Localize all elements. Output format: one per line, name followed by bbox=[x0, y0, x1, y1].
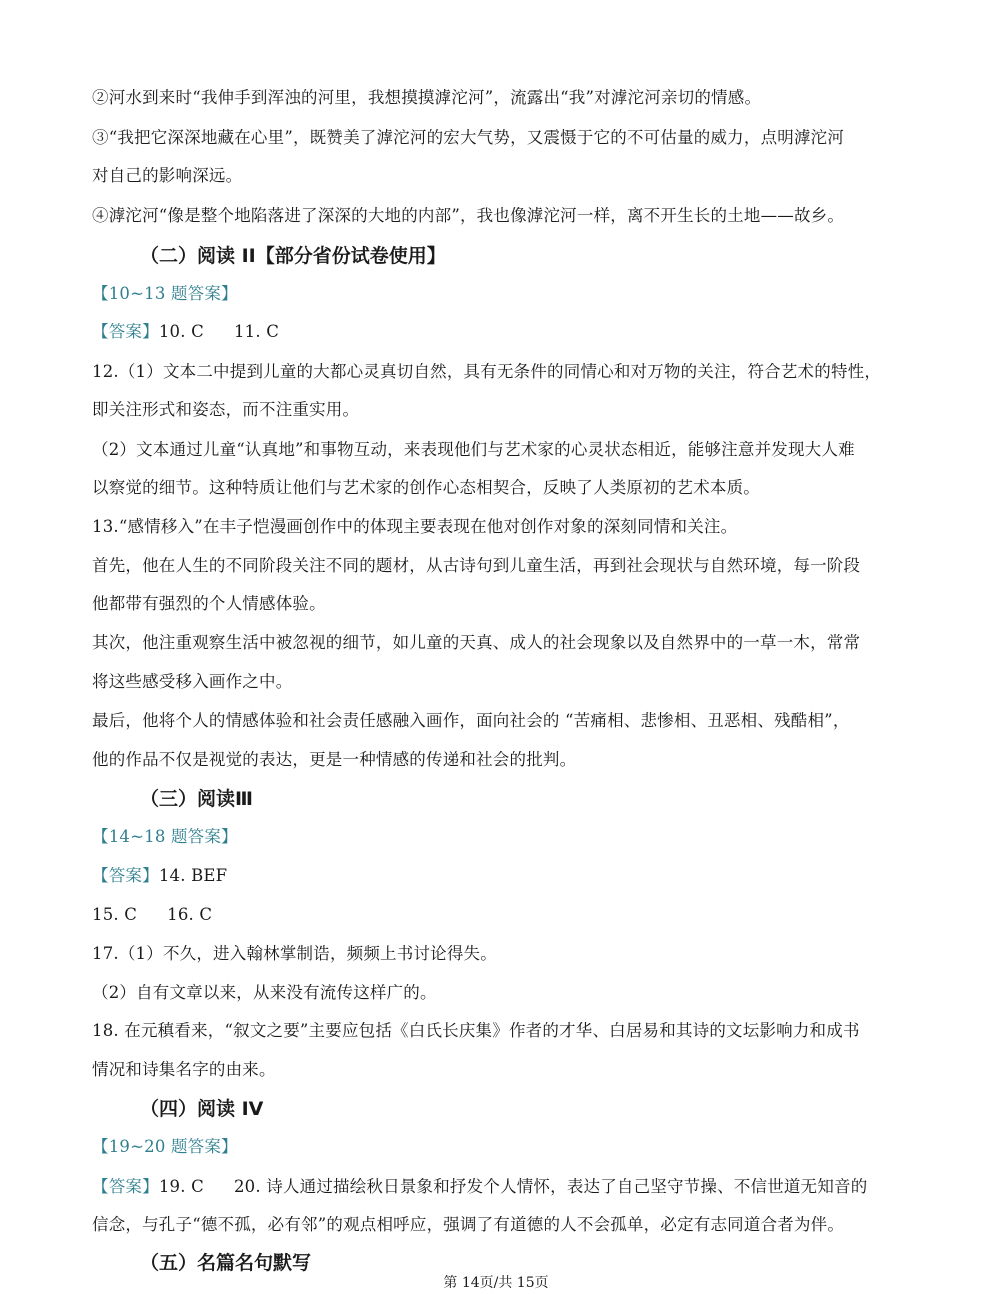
answer-10: 10. C bbox=[158, 322, 204, 341]
answer-line-2: ②河水到来时“我伸手到浑浊的河里，我想摸摸滹沱河”，流露出“我”对滹沱河亲切的情感。 bbox=[92, 88, 762, 107]
answer-12-1: 12.（1）文本二中提到儿童的大都心灵真切自然，具有无条件的同情心和对万物的关注，符合艺术的特性， bbox=[92, 362, 882, 381]
answer-17-2: （2）自有文章以来，从来没有流传这样广的。 bbox=[92, 983, 437, 1002]
answer-12-1-cont: 即关注形式和姿态，而不注重实用。 bbox=[92, 400, 360, 419]
answer-19-20 bbox=[92, 1176, 907, 1198]
answer-range-14-18: 【14~18 题答案】 bbox=[92, 827, 238, 846]
answer-14 bbox=[92, 865, 907, 887]
section-heading-2: （二）阅读 II【部分省份试卷使用】 bbox=[140, 245, 446, 267]
answer-15: 15. C bbox=[92, 905, 138, 924]
answer-tag: 【答案】 bbox=[92, 322, 159, 341]
answer-20-cont: 信念，与孔子“德不孤，必有邻”的观点相呼应，强调了有道德的人不会孤单，必定有志同道合者为伴。 bbox=[92, 1215, 845, 1234]
section-heading-5: （五）名篇名句默写 bbox=[140, 1252, 312, 1274]
answer-13-p1: 首先，他在人生的不同阶段关注不同的题材，从古诗句到儿童生活，再到社会现状与自然环境，每一阶段 bbox=[92, 556, 861, 575]
section-heading-3: （三）阅读Ⅲ bbox=[140, 788, 253, 810]
answer-range-10-13: 【10~13 题答案】 bbox=[92, 284, 238, 303]
answer-13-p2: 其次，他注重观察生活中被忽视的细节，如儿童的天真、成人的社会现象以及自然界中的一草一木，常常 bbox=[92, 633, 861, 652]
answer-18: 18. 在元稹看来，“叙文之要”主要应包括《白氏长庆集》作者的才华、白居易和其诗的文坛影响力和成书 bbox=[92, 1021, 860, 1040]
answer-20: 20. 诗人通过描绘秋日景象和抒发个人情怀，表达了自己坚守节操、不信世道无知音的 bbox=[233, 1177, 868, 1196]
answer-17-1: 17.（1）不久，进入翰林掌制诰，频频上书讨论得失。 bbox=[92, 944, 497, 963]
answer-19: 19. C bbox=[158, 1177, 204, 1196]
section-heading-4: （四）阅读 IV bbox=[140, 1098, 264, 1120]
answer-line-3-cont: 对自己的影响深远。 bbox=[92, 166, 243, 185]
answer-12-2: （2）文本通过儿童“认真地”和事物互动，来表现他们与艺术家的心灵状态相近，能够注意并发现大人难 bbox=[92, 440, 855, 459]
answer-15-16 bbox=[92, 904, 907, 926]
answer-13-p3: 最后，他将个人的情感体验和社会责任感融入画作，面向社会的 “苦痛相、悲惨相、丑恶相、残酷相”， bbox=[92, 711, 850, 730]
answer-line-4: ④滹沱河“像是整个地陷落进了深深的大地的内部”，我也像滹沱河一样，离不开生长的土地——故乡。 bbox=[92, 206, 845, 225]
answer-range-19-20: 【19~20 题答案】 bbox=[92, 1137, 238, 1156]
answer-13: 13.“感情移入”在丰子恺漫画创作中的体现主要表现在他对创作对象的深刻同情和关注。 bbox=[92, 517, 738, 536]
page-number: 第 14页/共 15页 bbox=[443, 1275, 549, 1291]
answer-13-p1-cont: 他都带有强烈的个人情感体验。 bbox=[92, 594, 326, 613]
answer-13-p2-cont: 将这些感受移入画作之中。 bbox=[92, 672, 293, 691]
answer-10-11 bbox=[92, 321, 907, 343]
answer-11: 11. C bbox=[233, 322, 280, 341]
answer-line-3: ③“我把它深深地藏在心里”，既赞美了滹沱河的宏大气势，又震慑于它的不可估量的威力，点明滹沱河 bbox=[92, 128, 845, 147]
answer-14-value: 14. BEF bbox=[158, 866, 228, 885]
answer-16: 16. C bbox=[167, 905, 213, 924]
answer-18-cont: 情况和诗集名字的由来。 bbox=[92, 1060, 276, 1079]
answer-13-p3-cont: 他的作品不仅是视觉的表达，更是一种情感的传递和社会的批判。 bbox=[92, 750, 577, 769]
answer-tag: 【答案】 bbox=[92, 1177, 159, 1196]
answer-12-2-cont: 以察觉的细节。这种特质让他们与艺术家的创作心态相契合，反映了人类原初的艺术本质。 bbox=[92, 478, 760, 497]
answer-tag: 【答案】 bbox=[92, 866, 159, 885]
